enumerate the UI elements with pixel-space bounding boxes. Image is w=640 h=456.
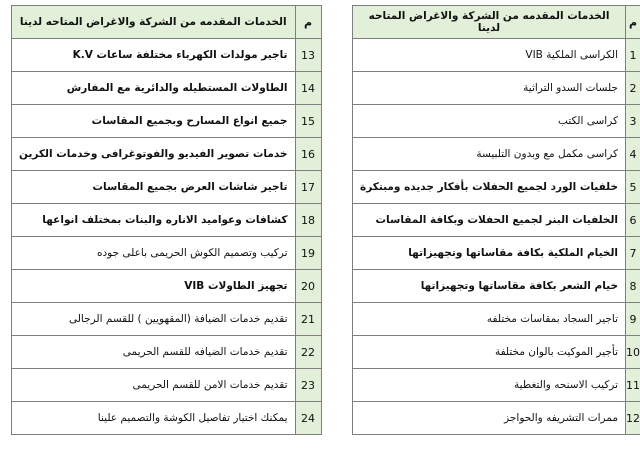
table-row xyxy=(12,303,322,336)
service-text: جميع انواع المسارح وبجميع المقاسات xyxy=(12,105,296,138)
table-row xyxy=(353,237,640,270)
service-number: 21 xyxy=(295,303,321,336)
table-header-row xyxy=(353,6,640,39)
service-text: تقديم خدمات الضيافة (المقهويين ) للقسم الرجالى xyxy=(12,303,296,336)
table-row xyxy=(12,402,322,435)
service-text: تاجير مولدات الكهرباء مختلفة ساعات K.V xyxy=(12,39,296,72)
service-number: 23 xyxy=(295,369,321,402)
service-number: 18 xyxy=(295,204,321,237)
table-row xyxy=(12,204,322,237)
service-text: يمكنك اختيار تفاصيل الكوشة والتصميم علينا xyxy=(12,402,296,435)
service-number: 5 xyxy=(626,171,640,204)
header-title: الخدمات المقدمه من الشركة والاغراض المتاحه لدينا xyxy=(12,6,296,39)
table-row xyxy=(12,171,322,204)
service-number: 16 xyxy=(295,138,321,171)
table-row xyxy=(353,204,640,237)
header-number: م xyxy=(295,6,321,39)
header-title: الخدمات المقدمه من الشركة والاغراض المتاحه لدينا xyxy=(353,6,626,39)
services-table-1-12 xyxy=(352,5,640,435)
table-row xyxy=(353,303,640,336)
service-text: خيام الشعر بكافة مقاساتها وتجهيزاتها xyxy=(353,270,626,303)
service-text: كشافات وعواميد الاناره والبنات بمختلف انواعها xyxy=(12,204,296,237)
table-row xyxy=(12,336,322,369)
service-text: تركيب وتصميم الكوش الحريمى باعلى جوده xyxy=(12,237,296,270)
table-header-row xyxy=(12,6,322,39)
service-text: تقديم خدمات الامن للقسم الحريمى xyxy=(12,369,296,402)
service-text: تجهيز الطاولات VIB xyxy=(12,270,296,303)
service-number: 12 xyxy=(626,402,640,435)
service-number: 14 xyxy=(295,72,321,105)
service-text: خلفيات الورد لجميع الحفلات بأفكار جديده ومبتكرة xyxy=(353,171,626,204)
service-text: تركيب الاسنحه والتغطية xyxy=(353,369,626,402)
service-number: 19 xyxy=(295,237,321,270)
table-row xyxy=(353,171,640,204)
table-row xyxy=(353,336,640,369)
service-text: تأجير الموكيت بالوان مختلفة xyxy=(353,336,626,369)
service-text: جلسات السدو التراثية xyxy=(353,72,626,105)
table-row xyxy=(12,105,322,138)
service-text: الكراسى الملكية VIB xyxy=(353,39,626,72)
service-number: 3 xyxy=(626,105,640,138)
service-number: 17 xyxy=(295,171,321,204)
table-row xyxy=(12,237,322,270)
service-text: تقديم خدمات الضيافه للقسم الحريمى xyxy=(12,336,296,369)
table-row xyxy=(12,369,322,402)
table-row xyxy=(353,105,640,138)
service-number: 13 xyxy=(295,39,321,72)
table-row xyxy=(353,270,640,303)
table-row xyxy=(353,369,640,402)
service-number: 24 xyxy=(295,402,321,435)
service-text: كراسى مكمل مع وبدون التلبيسة xyxy=(353,138,626,171)
service-text: الخلفيات البنر لجميع الحفلات وبكافة المقاسات xyxy=(353,204,626,237)
service-number: 9 xyxy=(626,303,640,336)
header-number: م xyxy=(626,6,640,39)
service-number: 4 xyxy=(626,138,640,171)
service-number: 8 xyxy=(626,270,640,303)
table-row xyxy=(353,402,640,435)
service-text: كراسى الكتب xyxy=(353,105,626,138)
service-text: تاجير شاشات العرض بجميع المقاسات xyxy=(12,171,296,204)
service-number: 15 xyxy=(295,105,321,138)
table-row xyxy=(12,72,322,105)
service-number: 20 xyxy=(295,270,321,303)
table-row xyxy=(353,72,640,105)
service-number: 11 xyxy=(626,369,640,402)
service-text: خدمات تصوير الفيديو والفوتوغرافى وخدمات الكرين xyxy=(12,138,296,171)
service-text: الطاولات المستطيله والدائرية مع المفارش xyxy=(12,72,296,105)
service-number: 2 xyxy=(626,72,640,105)
service-text: الخيام الملكية بكافة مقاساتها وتجهيزاتها xyxy=(353,237,626,270)
table-row xyxy=(353,39,640,72)
service-text: تاجير السجاد بمقاسات مختلفه xyxy=(353,303,626,336)
table-row xyxy=(353,138,640,171)
service-text: ممرات التشريفه والحواجز xyxy=(353,402,626,435)
table-row xyxy=(12,39,322,72)
service-number: 22 xyxy=(295,336,321,369)
service-number: 1 xyxy=(626,39,640,72)
service-number: 10 xyxy=(626,336,640,369)
table-row xyxy=(12,270,322,303)
services-table-13-24 xyxy=(11,5,322,435)
service-number: 7 xyxy=(626,237,640,270)
service-number: 6 xyxy=(626,204,640,237)
table-row xyxy=(12,138,322,171)
